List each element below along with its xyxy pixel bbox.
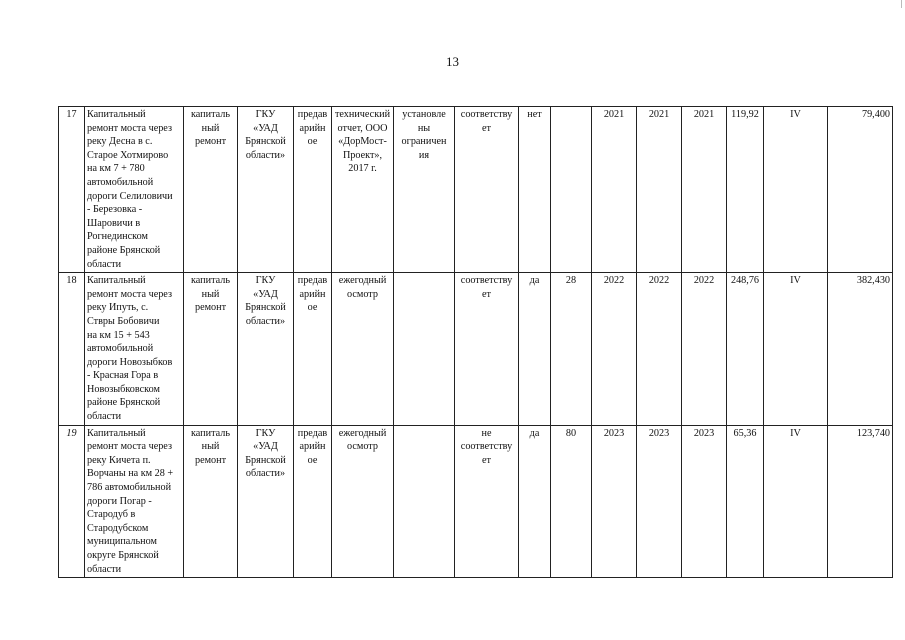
restrictions: [394, 273, 455, 426]
work-type: капиталь ный ремонт: [184, 425, 238, 578]
condition-stage: предав арийн ое: [294, 425, 332, 578]
length: 248,76: [727, 273, 764, 426]
year-1: 2023: [592, 425, 637, 578]
year-3: 2023: [682, 425, 727, 578]
condition-stage: предав арийн ое: [294, 107, 332, 273]
inspection-basis: ежегодный осмотр: [332, 425, 394, 578]
row-number: 19: [59, 425, 85, 578]
cost: 382,430: [828, 273, 893, 426]
customer: ГКУ «УАД Брянской области»: [238, 425, 294, 578]
object-description: Капитальный ремонт моста через реку Десна в с. Старое Хотмирово на км 7 + 780 автомобильной дороги Селиловичи - Березовка - Шаровичи в Рогнединском районе Брянской области: [85, 107, 184, 273]
cost: 79,400: [828, 107, 893, 273]
compliance: соответству ет: [455, 273, 519, 426]
table-row: [59, 273, 893, 426]
flag: да: [519, 273, 551, 426]
work-type: капиталь ный ремонт: [184, 273, 238, 426]
bridge-repair-table: [58, 106, 893, 578]
compliance: не соответству ет: [455, 425, 519, 578]
year-2: 2022: [637, 273, 682, 426]
flag: нет: [519, 107, 551, 273]
compliance: соответству ет: [455, 107, 519, 273]
restrictions: [394, 425, 455, 578]
scan-edge-mark: [901, 0, 902, 8]
flag: да: [519, 425, 551, 578]
customer: ГКУ «УАД Брянской области»: [238, 107, 294, 273]
year-2: 2021: [637, 107, 682, 273]
work-type: капиталь ный ремонт: [184, 107, 238, 273]
length: 65,36: [727, 425, 764, 578]
condition-stage: предав арийн ое: [294, 273, 332, 426]
table-row: [59, 107, 893, 273]
restrictions: установле ны ограничен ия: [394, 107, 455, 273]
inspection-basis: ежегодный осмотр: [332, 273, 394, 426]
customer: ГКУ «УАД Брянской области»: [238, 273, 294, 426]
inspection-basis: технический отчет, ООО «ДорМост- Проект», 2017 г.: [332, 107, 394, 273]
page-number: 13: [446, 54, 459, 69]
year-2: 2023: [637, 425, 682, 578]
year-3: 2021: [682, 107, 727, 273]
value: 80: [551, 425, 592, 578]
length: 119,92: [727, 107, 764, 273]
year-3: 2022: [682, 273, 727, 426]
value: [551, 107, 592, 273]
category: IV: [764, 273, 828, 426]
year-1: 2021: [592, 107, 637, 273]
category: IV: [764, 107, 828, 273]
row-number: 18: [59, 273, 85, 426]
year-1: 2022: [592, 273, 637, 426]
category: IV: [764, 425, 828, 578]
table-row: [59, 425, 893, 578]
object-description: Капитальный ремонт моста через реку Кичета п. Ворчаны на км 28 + 786 автомобильной дороги Погар - Стародуб в Стародубском муниципальном округе Брянской области: [85, 425, 184, 578]
cost: 123,740: [828, 425, 893, 578]
object-description: Капитальный ремонт моста через реку Ипуть, с. Ствры Бобовичи на км 15 + 543 автомобильной дороги Новозыбков - Красная Гора в Новозыбковском районе Брянской области: [85, 273, 184, 426]
value: 28: [551, 273, 592, 426]
row-number: 17: [59, 107, 85, 273]
